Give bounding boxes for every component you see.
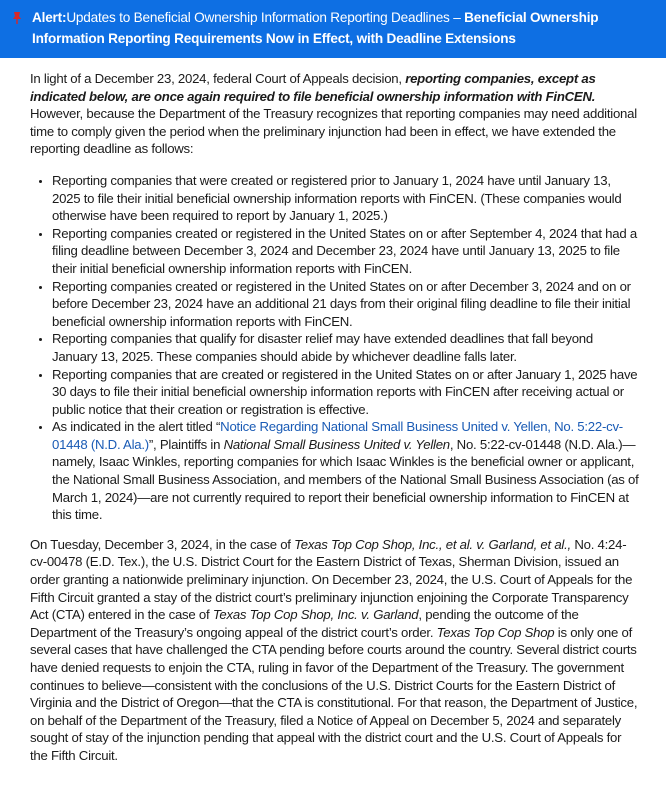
list-item-text: As indicated in the alert titled “ [52,419,221,435]
list-item [52,418,640,524]
body-text: No. 4:24-cv-00478 (E.D. Tex.), the U.S. District Court for the Eastern District of Texas, Sherman Division, issued an order granting a nationwide preliminary injunction. On December 23, 2024, the U.S. Court of Appeals for the Fifth Circuit granted a stay of the district court’s preliminary injunction enjoining the Corporate Transparency Act (CTA) entered in the case of [30,536,633,623]
alert-title-bold: Beneficial Ownership Information Reporting Requirements Now in Effect, with Deadline Extensions [32,10,599,46]
alert-text [12,7,656,49]
list-item: • Reporting companies created or registered in the United States on or after September 4, 2024 that had a filing deadline between December 3, 2024 and December 23, 2024 have until January 13, 2025 to file their initial beneficial ownership information reports with FinCEN. [52,225,640,278]
case-name: Texas Top Cop Shop, Inc., et al. v. Garland, et al., [294,536,571,552]
list-item-text: , No. 5:22-cv-01448 (N.D. Ala.)—namely, Isaac Winkles, reporting companies for which Isaac Winkles is the beneficial owner or applicant, the National Small Business Association, and members of the National Small Business Association (as of March 1, 2024)—are not currently required to report their beneficial ownership information to FinCEN at this time. [52,436,639,523]
body-paragraph [30,536,640,765]
alert-banner [0,0,666,58]
intro-paragraph [30,70,640,158]
intro-emphasis: reporting companies, except as indicated below, are once again required to file beneficial ownership information with FinCEN. [30,71,596,104]
body-text: On Tuesday, December 3, 2024, in the case of [30,536,295,552]
case-name: National Small Business United v. Yellen [223,436,450,452]
notice-link[interactable]: Notice Regarding National Small Business United v. Yellen, No. 5:22-cv-01448 (N.D. Ala.) [52,419,623,452]
pin-icon [10,10,24,24]
intro-text-1: In light of a December 23, 2024, federal Court of Appeals decision, [30,71,406,86]
deadline-list [30,172,640,524]
list-item-text: ”, Plaintiffs in [148,436,224,452]
list-item: • Reporting companies that qualify for disaster relief may have extended deadlines that fall beyond January 13, 2025. These companies should abide by whichever deadline falls later. [52,330,640,365]
alert-title: Updates to Beneficial Ownership Information Reporting Deadlines – [66,10,465,25]
list-item: • Reporting companies that were created or registered prior to January 1, 2024 have until January 13, 2025 to file their initial beneficial ownership information reports with FinCEN. (These companies would otherwise have been required to report by January 1, 2025.) [52,172,640,225]
list-item: • Reporting companies that are created or registered in the United States on or after January 1, 2025 have 30 days to file their initial beneficial ownership information reports with FinCEN after receiving actual or public notice that their creation or registration is effective. [52,366,640,419]
body-text: , pending the outcome of the Department of the Treasury’s ongoing appeal of the district court’s order. [30,607,579,640]
case-name: Texas Top Cop Shop, Inc. v. Garland [212,607,419,623]
intro-text-2: However, because the Department of the Treasury recognizes that reporting companies may need additional time to comply given the period when the preliminary injunction had been in effect, we have extended the reporting deadline as follows: [30,106,637,157]
body-text: is only one of several cases that have challenged the CTA pending before courts around the country. Several district courts have denied requests to enjoin the CTA, ruling in favor of the Department of the Treasury. The government continues to believe—consistent with the conclusions of the U.S. District Courts for the Eastern District of Virginia and the District of Oregon—that the CTA is constitutional. For that reason, the Department of Justice, on behalf of the Department of the Treasury, filed a Notice of Appeal on December 5, 2024 and separately sought of stay of the injunction pending that appeal with the district court and the U.S. Court of Appeals for the Fifth Circuit. [30,624,638,763]
alert-label: Alert: [32,10,67,25]
main-content [0,58,666,765]
list-item: • Reporting companies created or registered in the United States on or after December 3, 2024 and on or before December 23, 2024 have an additional 21 days from their original filing deadline to file their initial beneficial ownership information reports with FinCEN. [52,278,640,331]
case-name: Texas Top Cop Shop [436,624,555,640]
